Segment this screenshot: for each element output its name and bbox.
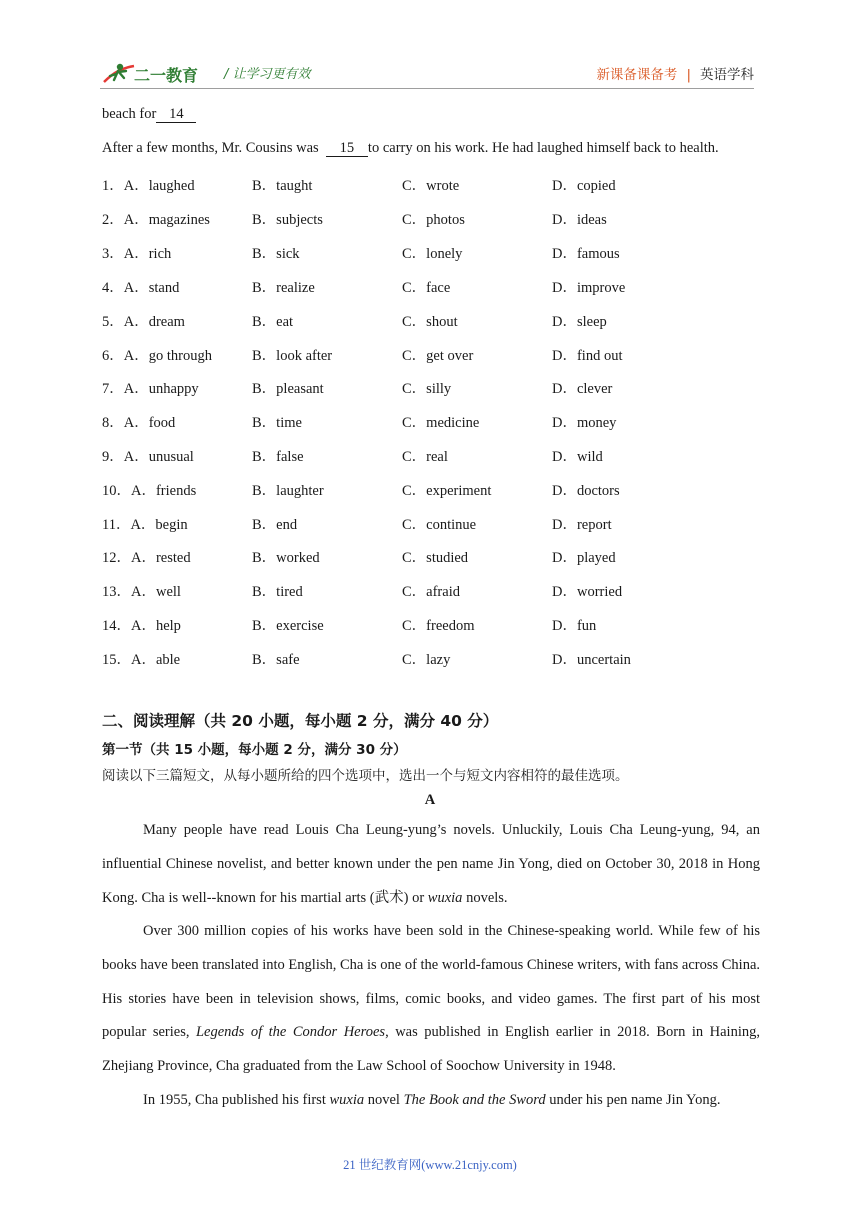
option-d: D．famous (552, 246, 620, 262)
option-row (102, 445, 762, 465)
option-d: D．report (552, 517, 612, 533)
option-c: C．freedom (402, 618, 475, 634)
option-c: C．get over (402, 348, 474, 364)
option-d: D．clever (552, 381, 613, 397)
paragraph-italic: Legends of the Condor Heroes (195, 1024, 386, 1041)
header-subject-label: 英语学科 (700, 67, 754, 83)
passage-paragraph-1 (102, 814, 760, 915)
option-b: B．safe (252, 652, 300, 668)
paragraph-text: Over 300 million copies of his works have been sold in the Chinese-speaking world. While few of his books have been translated into English, Cha is one of the world-famous Chinese writers, with fans across China. His stories have been in television shows, films, comic books, and video games. The first part of his most popular series, (102, 923, 761, 1041)
option-b: B．end (252, 517, 298, 533)
page-header (100, 52, 754, 92)
option-c: C．continue (402, 517, 477, 533)
paragraph-text: Many people have read Louis Cha Leung-yung’s novels. Unluckily, Louis Cha Leung-yung, 94, an influential Chinese novelist, and better known under the pen name Jin Yong, died on October 30, 2018 in Hong Kong. Cha is well--known for his martial arts (武术) or (102, 822, 760, 906)
option-row (102, 479, 762, 499)
header-right (596, 63, 754, 83)
option-row (102, 174, 762, 194)
logo-text: 二一教育 (134, 66, 199, 85)
option-a: 14．A．help (102, 618, 181, 634)
option-a: 9．A．unusual (102, 449, 194, 465)
option-c: C．silly (402, 381, 452, 397)
option-c: C．lazy (402, 652, 451, 668)
option-c: C．face (402, 280, 451, 296)
option-b: B．tired (252, 584, 303, 600)
option-d: D．played (552, 550, 616, 566)
option-c: C．studied (402, 550, 469, 566)
part-title: 第一节（共 15 小题，每小题 2 分，满分 30 分） (102, 742, 407, 758)
option-a: 3．A．rich (102, 246, 172, 262)
option-a: 6．A．go through (102, 348, 212, 364)
instructions: 阅读以下三篇短文，从每小题所给的四个选项中，选出一个与短文内容相符的最佳选项。 (102, 768, 629, 784)
header-separator: | (686, 67, 691, 83)
cloze-text: beach for (102, 106, 157, 122)
option-row (102, 580, 762, 600)
option-c: C．experiment (402, 483, 492, 499)
option-c: C．shout (402, 314, 458, 330)
option-row (102, 242, 762, 262)
option-d: D．doctors (552, 483, 620, 499)
option-row (102, 276, 762, 296)
option-b: B．pleasant (252, 381, 324, 397)
option-row (102, 377, 762, 397)
passage-paragraph-2 (102, 915, 760, 1084)
section-title: 二、阅读理解（共 20 小题，每小题 2 分，满分 40 分） (102, 712, 499, 730)
option-a: 10．A．friends (102, 483, 197, 499)
option-c: C．medicine (402, 415, 480, 431)
option-b: B．realize (252, 280, 315, 296)
paragraph-italic: wuxia (329, 1092, 365, 1108)
option-a: 2．A．magazines (102, 212, 210, 228)
paragraph-text: In 1955, Cha published his first (143, 1092, 330, 1108)
page-footer: 21 世纪教育网(www.21cnjy.com) (343, 1158, 517, 1172)
option-a: 15．A．able (102, 652, 181, 668)
option-row (102, 310, 762, 330)
cloze-blank-15: 15 (326, 141, 368, 157)
option-d: D．money (552, 415, 617, 431)
option-row (102, 344, 762, 364)
paragraph-text: , was published in English earlier in 2018. Born in Haining, Zhejiang Province, Cha graduated from the Law School of Soochow University in 1948. (102, 1024, 760, 1075)
option-d: D．copied (552, 178, 616, 194)
option-c: C．real (402, 449, 448, 465)
paragraph-italic: The Book and the Sword (403, 1092, 546, 1108)
option-row (102, 614, 762, 634)
option-a: 7．A．unhappy (102, 381, 199, 397)
cloze-blank-14: 14 (156, 107, 196, 123)
option-c: C．afraid (402, 584, 460, 600)
option-a: 4．A．stand (102, 280, 180, 296)
option-row (102, 208, 762, 228)
option-d: D．wild (552, 449, 603, 465)
option-a: 1．A．laughed (102, 178, 195, 194)
option-d: D．uncertain (552, 652, 631, 668)
option-d: D．improve (552, 280, 626, 296)
header-course-label: 新课备课备考 (596, 67, 678, 83)
option-d: D．fun (552, 618, 597, 634)
option-c: C．photos (402, 212, 465, 228)
option-row (102, 546, 762, 566)
option-b: B．time (252, 415, 302, 431)
paragraph-italic: wuxia (427, 889, 463, 906)
option-b: B．worked (252, 550, 320, 566)
option-b: B．exercise (252, 618, 324, 634)
header-slogan: / 让学习更有效 (224, 67, 311, 82)
option-row (102, 648, 762, 668)
option-a: 8．A．food (102, 415, 176, 431)
passage-label: A (424, 792, 436, 808)
option-d: D．worried (552, 584, 623, 600)
option-b: B．eat (252, 314, 294, 330)
passage-paragraph-3 (102, 1084, 760, 1118)
logo-icon (100, 58, 212, 88)
cloze-text: After a few months, Mr. Cousins was (102, 140, 319, 156)
cloze-line-15 (102, 140, 719, 157)
header-divider (100, 88, 754, 89)
option-b: B．subjects (252, 212, 323, 228)
option-a: 13．A．well (102, 584, 181, 600)
option-d: D．sleep (552, 314, 607, 330)
option-b: B．sick (252, 246, 300, 262)
cloze-text: to carry on his work. He had laughed himself back to health. (367, 140, 719, 156)
option-b: B．false (252, 449, 304, 465)
option-c: C．lonely (402, 246, 463, 262)
option-c: C．wrote (402, 178, 460, 194)
option-a: 12．A．rested (102, 550, 191, 566)
cloze-line-14 (102, 106, 196, 123)
option-row (102, 411, 762, 431)
option-b: B．taught (252, 178, 313, 194)
option-d: D．ideas (552, 212, 607, 228)
option-b: B．look after (252, 348, 333, 364)
option-row (102, 513, 762, 533)
paragraph-text: novels. (462, 889, 508, 906)
option-a: 11．A．begin (102, 517, 188, 533)
paragraph-text: under his pen name Jin Yong. (545, 1092, 721, 1108)
paragraph-text: novel (364, 1092, 404, 1108)
option-b: B．laughter (252, 483, 324, 499)
option-d: D．find out (552, 348, 623, 364)
option-a: 5．A．dream (102, 314, 185, 330)
